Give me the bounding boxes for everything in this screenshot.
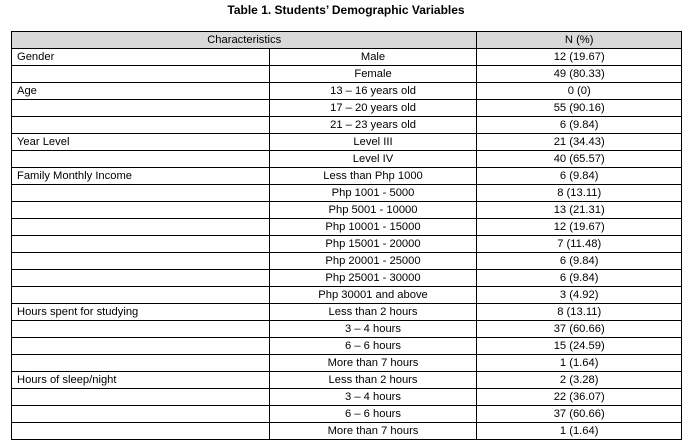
table-row	[12, 253, 682, 270]
row-subcategory-cell: Level IV	[269, 151, 477, 168]
header-n-percent: N (%)	[477, 32, 682, 49]
row-subcategory-cell: 17 – 20 years old	[269, 100, 477, 117]
row-subcategory-cell: Male	[269, 49, 477, 66]
row-value-cell: 6 (9.84)	[477, 117, 682, 134]
table-row	[12, 406, 682, 423]
row-value-cell: 37 (60.66)	[477, 406, 682, 423]
row-subcategory-cell: Female	[269, 66, 477, 83]
row-subcategory-cell: Php 20001 - 25000	[269, 253, 477, 270]
row-category-cell	[12, 270, 270, 287]
table-body	[12, 49, 682, 440]
table-row	[12, 270, 682, 287]
row-subcategory-cell: 21 – 23 years old	[269, 117, 477, 134]
table-row	[12, 100, 682, 117]
table-title: Table 1. Students’ Demographic Variables	[227, 3, 465, 17]
table-row	[12, 151, 682, 168]
header-characteristics: Characteristics	[12, 32, 477, 49]
table-row	[12, 185, 682, 202]
row-category-cell	[12, 253, 270, 270]
table-row	[12, 287, 682, 304]
row-category-cell	[12, 100, 270, 117]
row-subcategory-cell: Php 25001 - 30000	[269, 270, 477, 287]
row-category-cell	[12, 185, 270, 202]
row-category-cell	[12, 355, 270, 372]
row-value-cell: 15 (24.59)	[477, 338, 682, 355]
row-category-cell	[12, 406, 270, 423]
row-value-cell: 0 (0)	[477, 83, 682, 100]
row-value-cell: 8 (13.11)	[477, 304, 682, 321]
row-category-cell	[12, 236, 270, 253]
row-subcategory-cell: 6 – 6 hours	[269, 406, 477, 423]
row-category-cell	[12, 219, 270, 236]
row-category-cell	[12, 151, 270, 168]
row-value-cell: 1 (1.64)	[477, 355, 682, 372]
row-category-cell: Age	[12, 83, 270, 100]
row-subcategory-cell: Php 15001 - 20000	[269, 236, 477, 253]
row-value-cell: 1 (1.64)	[477, 423, 682, 440]
row-category-cell: Hours spent for studying	[12, 304, 270, 321]
row-subcategory-cell: Php 30001 and above	[269, 287, 477, 304]
row-value-cell: 6 (9.84)	[477, 270, 682, 287]
row-category-cell	[12, 287, 270, 304]
row-category-cell: Gender	[12, 49, 270, 66]
row-value-cell: 7 (11.48)	[477, 236, 682, 253]
row-category-cell: Family Monthly Income	[12, 168, 270, 185]
table-row	[12, 168, 682, 185]
row-value-cell: 21 (34.43)	[477, 134, 682, 151]
table-row	[12, 423, 682, 440]
row-value-cell: 6 (9.84)	[477, 253, 682, 270]
table-row	[12, 219, 682, 236]
table-row	[12, 202, 682, 219]
table-row	[12, 117, 682, 134]
row-subcategory-cell: 13 – 16 years old	[269, 83, 477, 100]
table-row	[12, 134, 682, 151]
row-subcategory-cell: Less than 2 hours	[269, 304, 477, 321]
table-row	[12, 83, 682, 100]
row-value-cell: 13 (21.31)	[477, 202, 682, 219]
row-subcategory-cell: 3 – 4 hours	[269, 389, 477, 406]
table-row	[12, 338, 682, 355]
row-value-cell: 12 (19.67)	[477, 219, 682, 236]
row-value-cell: 49 (80.33)	[477, 66, 682, 83]
row-category-cell: Year Level	[12, 134, 270, 151]
table-row	[12, 389, 682, 406]
table-row	[12, 304, 682, 321]
row-subcategory-cell: Php 5001 - 10000	[269, 202, 477, 219]
row-subcategory-cell: More than 7 hours	[269, 355, 477, 372]
table-row	[12, 66, 682, 83]
row-subcategory-cell: Less than 2 hours	[269, 372, 477, 389]
row-value-cell: 37 (60.66)	[477, 321, 682, 338]
row-category-cell	[12, 202, 270, 219]
row-value-cell: 6 (9.84)	[477, 168, 682, 185]
table-row	[12, 321, 682, 338]
row-subcategory-cell: More than 7 hours	[269, 423, 477, 440]
table-row	[12, 372, 682, 389]
row-category-cell: Hours of sleep/night	[12, 372, 270, 389]
row-value-cell: 40 (65.57)	[477, 151, 682, 168]
row-subcategory-cell: 3 – 4 hours	[269, 321, 477, 338]
row-category-cell	[12, 389, 270, 406]
table-row	[12, 236, 682, 253]
row-category-cell	[12, 321, 270, 338]
row-category-cell	[12, 117, 270, 134]
row-subcategory-cell: Less than Php 1000	[269, 168, 477, 185]
row-category-cell	[12, 423, 270, 440]
table-row	[12, 49, 682, 66]
row-category-cell	[12, 66, 270, 83]
row-value-cell: 12 (19.67)	[477, 49, 682, 66]
row-category-cell	[12, 338, 270, 355]
row-value-cell: 22 (36.07)	[477, 389, 682, 406]
row-subcategory-cell: 6 – 6 hours	[269, 338, 477, 355]
row-subcategory-cell: Php 1001 - 5000	[269, 185, 477, 202]
row-subcategory-cell: Php 10001 - 15000	[269, 219, 477, 236]
row-value-cell: 3 (4.92)	[477, 287, 682, 304]
demographics-table	[11, 31, 682, 440]
row-value-cell: 2 (3.28)	[477, 372, 682, 389]
row-value-cell: 8 (13.11)	[477, 185, 682, 202]
header-row	[12, 32, 682, 49]
row-subcategory-cell: Level III	[269, 134, 477, 151]
table-row	[12, 355, 682, 372]
row-value-cell: 55 (90.16)	[477, 100, 682, 117]
